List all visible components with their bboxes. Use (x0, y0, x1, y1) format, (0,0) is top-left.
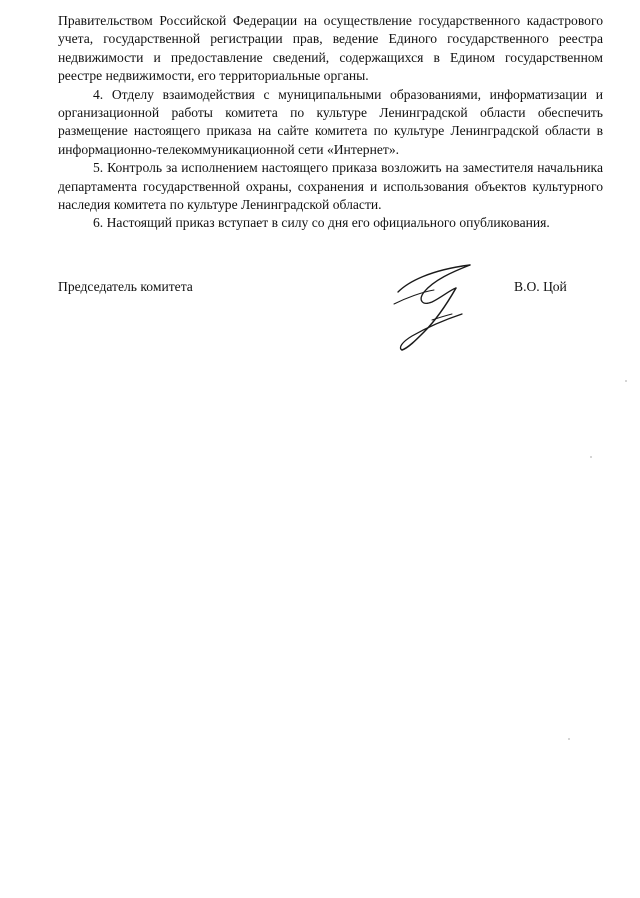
signatory-position: Председатель комитета (58, 279, 193, 294)
paragraph-item-5: 5. Контроль за исполнением настоящего приказа возложить на заместителя начальника департамента государственной охраны, сохранения и использования объектов культурного наследия комитета по культуре Ленинградской области. (58, 160, 603, 213)
signatory-name: В.О. Цой (514, 279, 567, 294)
scan-speck (625, 380, 627, 382)
paragraph-item-4: 4. Отделу взаимодействия с муниципальными образованиями, информатизации и организационной работы комитета по культуре Ленинградской области обеспечить размещение настоящего приказа на сайте комитета по культуре Ленинградской области в информационно-телекоммуникационной сети «Интернет». (58, 86, 603, 157)
paragraph-continuation: Правительством Российской Федерации на осуществление государственного кадастрового учета, государственной регистрации прав, ведение Единого государственного реестра недвижимости и предоставление сведений, содержащихся в Едином государственном реестре недвижимости, его территориальные органы. (58, 13, 603, 84)
handwritten-signature (372, 262, 482, 354)
scan-speck (568, 738, 570, 740)
scan-speck (590, 456, 592, 458)
paragraph-item-6: 6. Настоящий приказ вступает в силу со дня его официального опубликования. (93, 215, 550, 231)
document-body (58, 12, 603, 233)
